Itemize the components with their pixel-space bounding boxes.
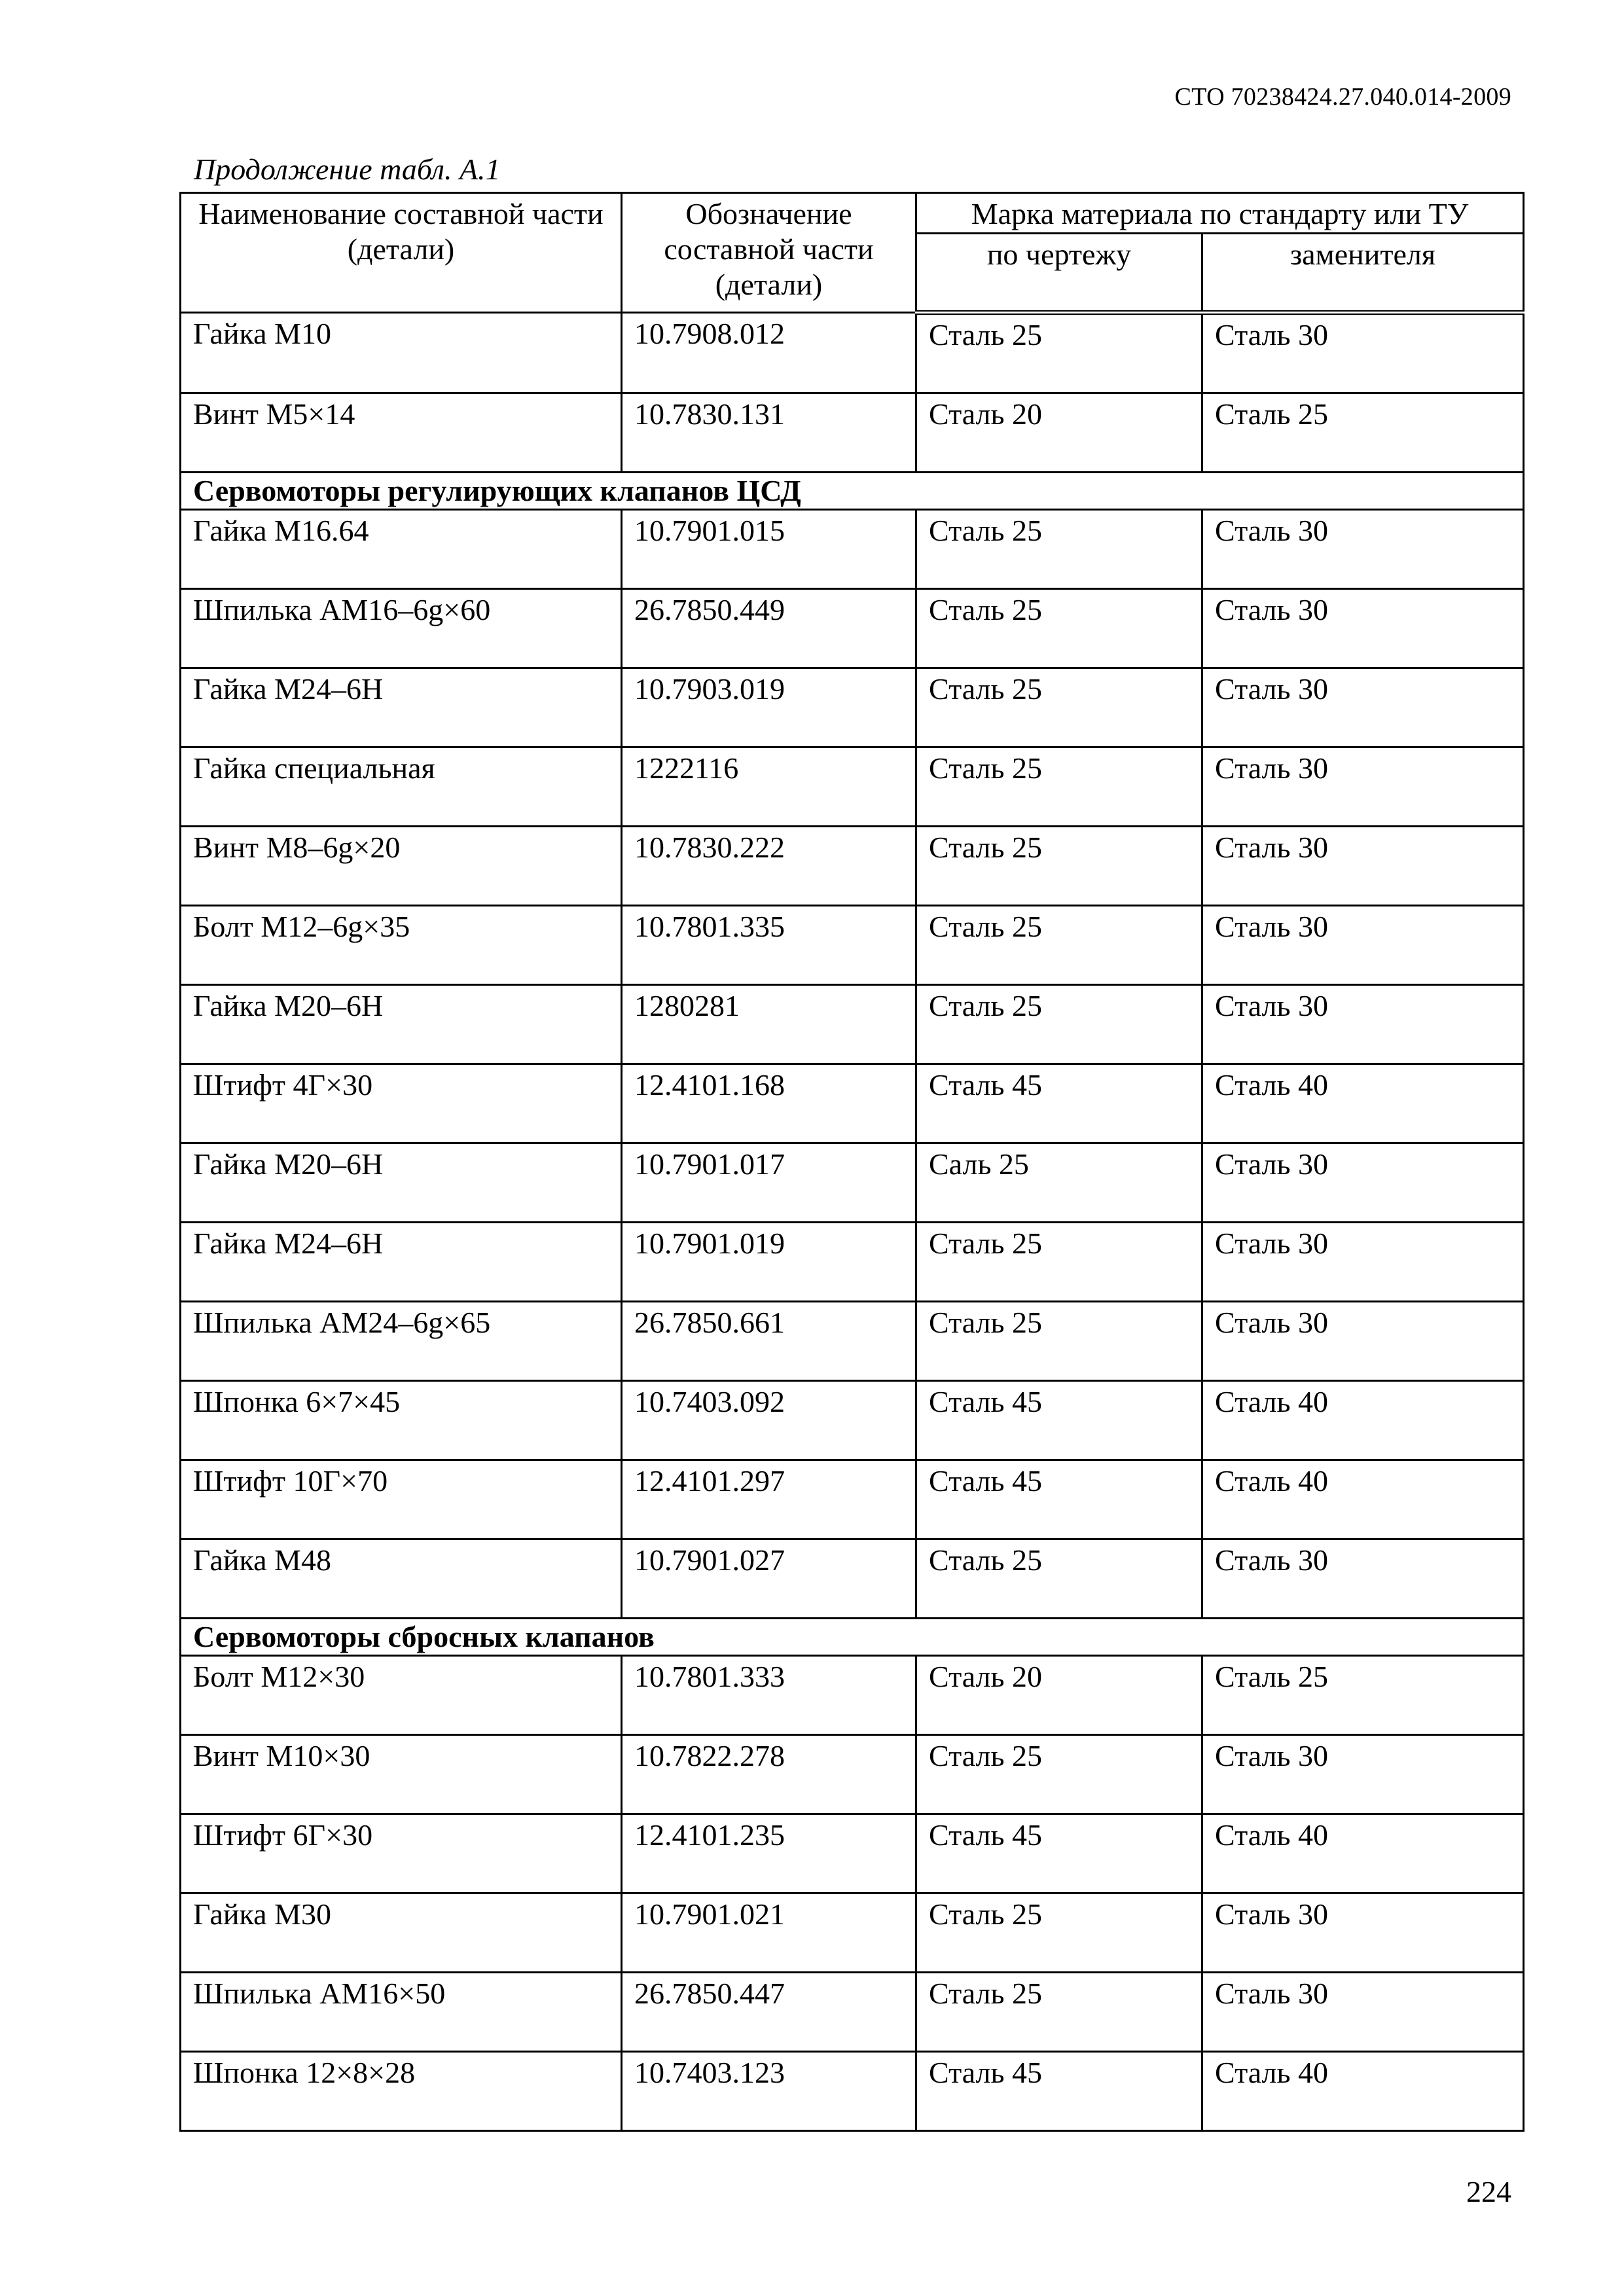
cell-designation: 10.7830.131 (622, 393, 916, 473)
header-substitute: заменителя (1202, 234, 1524, 313)
cell-name: Шпилька АМ24–6g×65 (181, 1302, 622, 1381)
cell-designation: 10.7801.333 (622, 1656, 916, 1735)
cell-drawing: Сталь 25 (916, 747, 1202, 827)
cell-substitute: Сталь 30 (1202, 1223, 1524, 1302)
cell-substitute: Сталь 30 (1202, 510, 1524, 589)
cell-substitute: Сталь 30 (1202, 1973, 1524, 2052)
cell-substitute: Сталь 30 (1202, 1143, 1524, 1223)
cell-designation: 10.7901.017 (622, 1143, 916, 1223)
materials-table (179, 192, 1525, 2132)
cell-substitute: Сталь 30 (1202, 985, 1524, 1064)
cell-name: Винт М10×30 (181, 1735, 622, 1814)
table-body (181, 313, 1524, 510)
cell-name: Шпонка 12×8×28 (181, 2052, 622, 2131)
document-code: СТО 70238424.27.040.014-2009 (1174, 83, 1511, 111)
cell-substitute: Сталь 30 (1202, 1302, 1524, 1381)
table-row (181, 1814, 1524, 1893)
section-header-row (181, 1619, 1524, 1656)
cell-designation: 26.7850.661 (622, 1302, 916, 1381)
section-title: Сервомоторы сбросных клапанов (181, 1619, 1524, 1656)
cell-name: Гайка специальная (181, 747, 622, 827)
cell-name: Винт М8–6g×20 (181, 827, 622, 906)
table-row (181, 1381, 1524, 1460)
table-row (181, 2052, 1524, 2131)
cell-name: Гайка М30 (181, 1893, 622, 1973)
section-2-body (181, 1656, 1524, 2131)
cell-drawing: Сталь 45 (916, 1814, 1202, 1893)
table-row (181, 906, 1524, 985)
cell-name: Гайка М20–6Н (181, 985, 622, 1064)
cell-drawing: Сталь 45 (916, 1064, 1202, 1143)
cell-substitute: Сталь 30 (1202, 1735, 1524, 1814)
cell-designation: 10.7403.123 (622, 2052, 916, 2131)
cell-designation: 10.7901.015 (622, 510, 916, 589)
cell-designation: 10.7901.027 (622, 1539, 916, 1619)
cell-designation: 10.7903.019 (622, 668, 916, 747)
cell-designation: 10.7901.019 (622, 1223, 916, 1302)
cell-drawing: Сталь 45 (916, 2052, 1202, 2131)
cell-designation: 12.4101.235 (622, 1814, 916, 1893)
cell-drawing: Сталь 25 (916, 827, 1202, 906)
cell-drawing: Сталь 25 (916, 1302, 1202, 1381)
cell-substitute: Сталь 40 (1202, 1381, 1524, 1460)
cell-drawing: Сталь 25 (916, 1539, 1202, 1619)
cell-substitute: Сталь 30 (1202, 906, 1524, 985)
table-row (181, 827, 1524, 906)
cell-substitute: Сталь 40 (1202, 1460, 1524, 1539)
table-row (181, 1656, 1524, 1735)
cell-drawing: Сталь 25 (916, 1973, 1202, 2052)
cell-designation: 26.7850.447 (622, 1973, 916, 2052)
cell-drawing: Сталь 25 (916, 906, 1202, 985)
table-row (181, 668, 1524, 747)
table-row (181, 1735, 1524, 1814)
cell-substitute: Сталь 40 (1202, 2052, 1524, 2131)
table-row (181, 589, 1524, 668)
cell-designation: 1222116 (622, 747, 916, 827)
cell-name: Штифт 6Г×30 (181, 1814, 622, 1893)
cell-drawing: Сталь 20 (916, 1656, 1202, 1735)
cell-name: Гайка М10 (181, 313, 622, 393)
cell-designation: 10.7830.222 (622, 827, 916, 906)
cell-drawing: Сталь 25 (916, 1223, 1202, 1302)
header-by-drawing: по чертежу (916, 234, 1202, 313)
cell-drawing: Сталь 25 (916, 313, 1202, 393)
cell-drawing: Сталь 25 (916, 510, 1202, 589)
cell-substitute: Сталь 40 (1202, 1814, 1524, 1893)
cell-name: Гайка М48 (181, 1539, 622, 1619)
cell-drawing: Сталь 25 (916, 589, 1202, 668)
table-row (181, 1460, 1524, 1539)
section-header-row (181, 473, 1524, 510)
table-row (181, 1893, 1524, 1973)
cell-name: Шпилька АМ16–6g×60 (181, 589, 622, 668)
cell-designation: 10.7908.012 (622, 313, 916, 393)
cell-drawing: Сталь 45 (916, 1381, 1202, 1460)
cell-designation: 12.4101.168 (622, 1064, 916, 1143)
cell-name: Штифт 10Г×70 (181, 1460, 622, 1539)
cell-substitute: Сталь 30 (1202, 589, 1524, 668)
cell-drawing: Сталь 45 (916, 1460, 1202, 1539)
cell-drawing: Сталь 25 (916, 1893, 1202, 1973)
table-row (181, 1973, 1524, 2052)
table-row (181, 1143, 1524, 1223)
cell-name: Гайка М16.64 (181, 510, 622, 589)
cell-name: Винт М5×14 (181, 393, 622, 473)
cell-substitute: Сталь 30 (1202, 1539, 1524, 1619)
section-title: Сервомоторы регулирующих клапанов ЦСД (181, 473, 1524, 510)
header-designation: Обозначение составной части (детали) (622, 193, 916, 313)
cell-designation: 1280281 (622, 985, 916, 1064)
cell-name: Штифт 4Г×30 (181, 1064, 622, 1143)
cell-drawing: Сталь 25 (916, 985, 1202, 1064)
cell-substitute: Сталь 40 (1202, 1064, 1524, 1143)
table-row (181, 1223, 1524, 1302)
cell-drawing: Сталь 25 (916, 668, 1202, 747)
cell-substitute: Сталь 25 (1202, 393, 1524, 473)
table-row (181, 1539, 1524, 1619)
table-row (181, 985, 1524, 1064)
header-material-group: Марка материала по стандарту или ТУ (916, 193, 1524, 234)
cell-drawing: Сталь 25 (916, 1735, 1202, 1814)
page-number: 224 (1466, 2175, 1511, 2208)
cell-designation: 10.7403.092 (622, 1381, 916, 1460)
table-row (181, 510, 1524, 589)
cell-name: Гайка М24–6Н (181, 1223, 622, 1302)
section-1-body (181, 510, 1524, 1619)
cell-name: Болт М12×30 (181, 1656, 622, 1735)
header-name: Наименование составной части (детали) (181, 193, 622, 313)
cell-name: Шпилька АМ16×50 (181, 1973, 622, 2052)
cell-substitute: Сталь 30 (1202, 1893, 1524, 1973)
cell-name: Болт М12–6g×35 (181, 906, 622, 985)
cell-designation: 10.7822.278 (622, 1735, 916, 1814)
cell-drawing: Сталь 20 (916, 393, 1202, 473)
cell-name: Гайка М20–6Н (181, 1143, 622, 1223)
cell-name: Гайка М24–6Н (181, 668, 622, 747)
cell-substitute: Сталь 30 (1202, 668, 1524, 747)
table-caption: Продолжение табл. А.1 (194, 152, 501, 186)
cell-substitute: Сталь 30 (1202, 827, 1524, 906)
table-row (181, 1064, 1524, 1143)
table-row (181, 1302, 1524, 1381)
cell-designation: 10.7901.021 (622, 1893, 916, 1973)
cell-designation: 12.4101.297 (622, 1460, 916, 1539)
cell-designation: 10.7801.335 (622, 906, 916, 985)
table-row (181, 747, 1524, 827)
cell-designation: 26.7850.449 (622, 589, 916, 668)
cell-drawing: Саль 25 (916, 1143, 1202, 1223)
cell-substitute: Сталь 30 (1202, 313, 1524, 393)
cell-name: Шпонка 6×7×45 (181, 1381, 622, 1460)
cell-substitute: Сталь 30 (1202, 747, 1524, 827)
table-row (181, 393, 1524, 473)
cell-substitute: Сталь 25 (1202, 1656, 1524, 1735)
table-row (181, 313, 1524, 393)
